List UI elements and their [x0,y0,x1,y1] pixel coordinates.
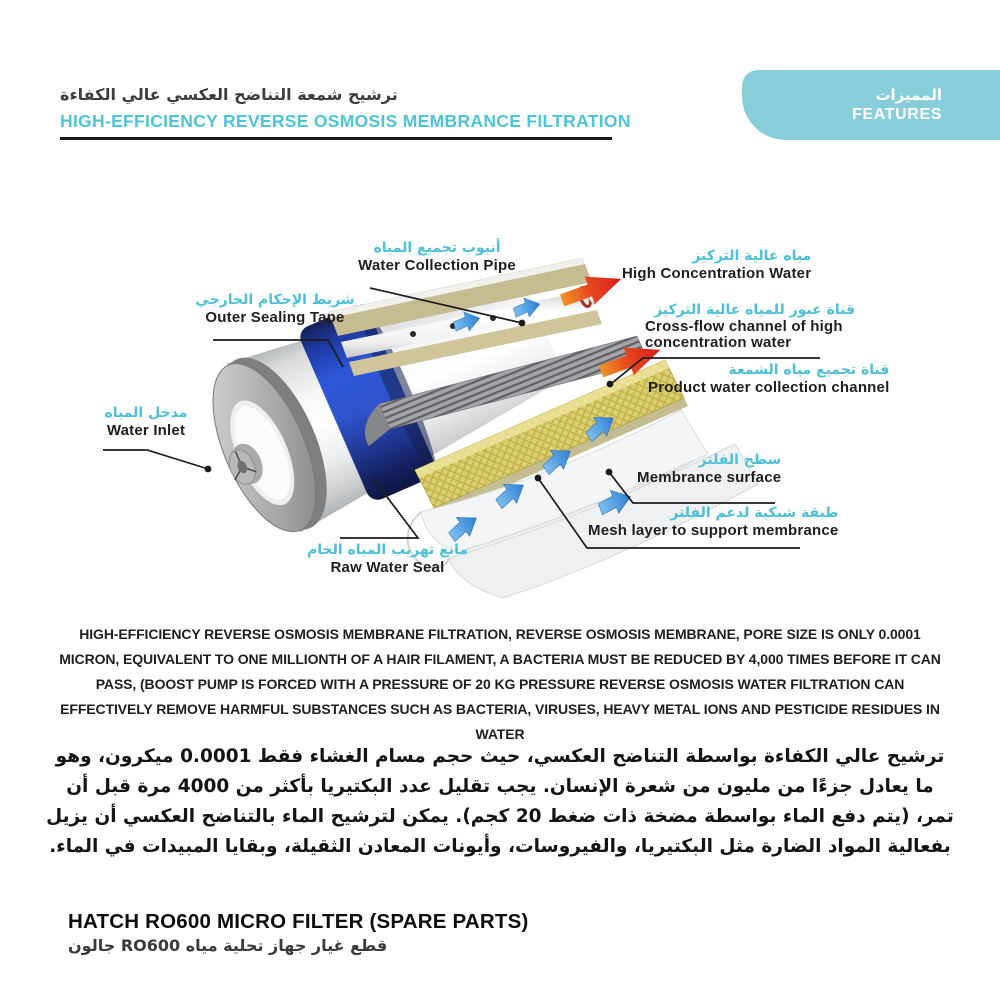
features-badge-label-arabic: المميزات [875,86,942,104]
label-outer-sealing-tape-en: Outer Sealing Tape [205,309,345,326]
label-water-inlet [86,404,206,440]
title-underline [60,137,612,140]
label-water-inlet-en: Water Inlet [106,422,186,439]
product-title-english: HATCH RO600 MICRO FILTER (SPARE PARTS) [68,910,529,933]
label-high-concentration-water-en: High Concentration Water [622,265,812,282]
label-mesh-support-layer [588,504,838,540]
label-cross-flow-channel-ar: قناة عبور للمياه عالية التركيز [654,302,855,318]
label-raw-water-seal-ar: مانع تهريب المياه الخام [307,542,468,558]
label-mesh-support-layer-ar: طبقة شبكية لدعم الفلتر [670,505,839,521]
label-membrance-surface-ar: سطح الفلتر [698,452,782,468]
label-water-collection-pipe-ar: أنبوب تجميع المياه [373,240,501,256]
label-product-water-channel [648,361,889,397]
label-high-concentration-water [622,247,811,283]
features-badge [742,70,1000,140]
label-cross-flow-channel [645,301,855,351]
page-title-arabic: ترشيح شمعة التناضح العكسي عالي الكفاءة [60,85,398,104]
label-water-collection-pipe [352,239,522,275]
label-membrance-surface [637,451,781,487]
label-raw-water-seal [305,541,470,577]
label-outer-sealing-tape [190,291,360,327]
label-product-water-channel-ar: قناة تجميع مياه الشمعة [728,362,890,378]
label-raw-water-seal-en: Raw Water Seal [330,559,445,576]
ro-membrane-diagram [95,230,875,610]
description-paragraph-english: HIGH-EFFICIENCY REVERSE OSMOSIS MEMBRANE FILTRATION, REVERSE OSMOSIS MEMBRANE, PORE SIZE IS ONLY 0.0001 MICRON, EQUIVALENT TO ONE MILLIONTH OF A HAIR FILAMENT, A BACTERIA MUST BE REDUCED BY 4,000 TIMES BEFORE IT CAN PASS, (BOOST PUMP IS FORCED WITH A PRESSURE OF 20 KG PRESSURE REVERSE OSMOSIS WATER FILTRATION CAN EFFECTIVELY REMOVE HARMFUL SUBSTANCES SUCH AS BACTERIA, VIRUSES, HEAVY METAL IONS AND PESTICIDE RESIDUES IN WATER [59,626,941,742]
label-outer-sealing-tape-ar: شريط الإحكام الخارجي [195,292,355,308]
label-cross-flow-channel-en: Cross-flow channel of high concentration water [645,318,843,351]
label-product-water-channel-en: Product water collection channel [648,379,890,396]
label-membrance-surface-en: Membrance surface [637,469,782,486]
page-title-english: HIGH-EFFICIENCY REVERSE OSMOSIS MEMBRANCE FILTRATION [60,111,631,131]
description-paragraph-arabic: ترشيح عالي الكفاءة بواسطة التناضح العكسي، حيث حجم مسام الغشاء فقط 0.0001 ميكرون، وهو ما يعادل جزءًا من مليون من شعرة الإنسان. يجب تقليل عدد البكتيريا بأكثر من 4000 مرة قبل أن تمر، (يتم دفع الماء بواسطة مضخة ذات ضغط 20 كجم). يمكن لترشيح الماء بالتناضح العكسي أن يزيل بفعالية المواد الضارة مثل البكتيريا، والفيروسات، وأيونات المعادن الثقيلة، وبقايا المبيدات في الماء. [46,746,954,857]
features-badge-label-english: FEATURES [852,106,942,123]
label-high-concentration-water-ar: مياه عالية التركيز [692,248,812,264]
product-title-arabic: قطع غيار جهاز تحلية مياه RO600 جالون [68,936,388,955]
label-water-collection-pipe-en: Water Collection Pipe [358,257,516,274]
label-water-inlet-ar: مدخل المياه [104,405,188,421]
label-mesh-support-layer-en: Mesh layer to support membrance [588,522,839,539]
